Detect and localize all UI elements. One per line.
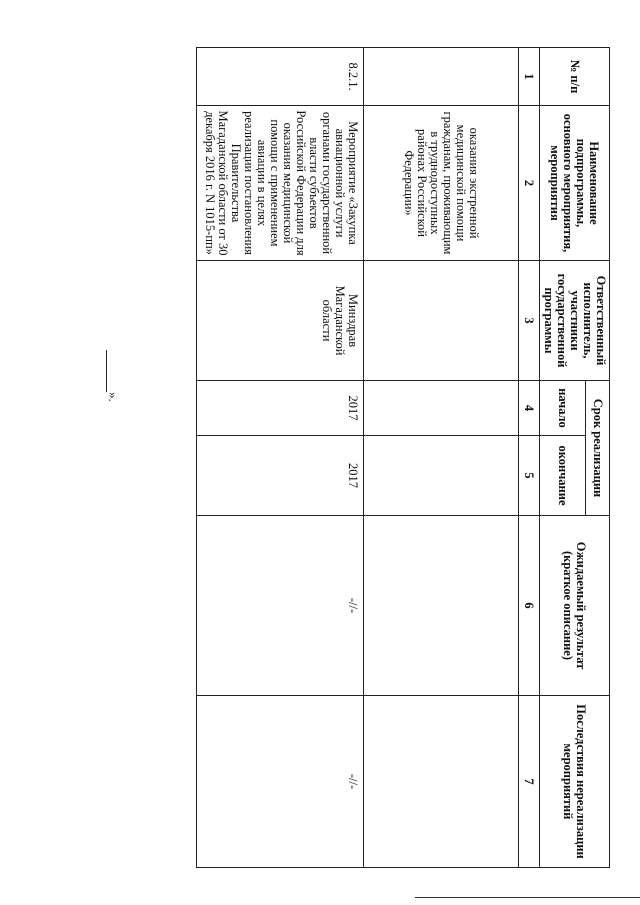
row-end: 2017 [197,436,364,516]
table-row [364,48,519,868]
row-result [364,516,519,696]
column-number: 2 [519,106,540,261]
row-executor: Минздрав Магаданской области [197,261,364,381]
row-consequences: -//- [197,696,364,868]
row-executor [364,261,519,381]
header-consequences: Последствия нереализации мероприятий [540,696,610,868]
header-row [586,48,610,868]
measures-table [196,47,610,868]
column-number: 1 [519,48,540,106]
column-number: 7 [519,696,540,868]
row-end [364,436,519,516]
row-start: 2017 [197,381,364,436]
column-number: 3 [519,261,540,381]
row-name: Мероприятие «Закупка авиационной услуги органами государственной власти субъектов Российской Федерации для оказания медицинской помощи с применением авиации в целях реализации постановления Правительства Магаданской области от 30 декабря 2016 г. N 1015-пп» [197,106,364,261]
row-num: 8.2.1. [197,48,364,106]
closing-mark [106,350,120,402]
header-end: окончание [540,436,586,516]
header-start: начало [540,381,586,436]
row-name: оказания экстренной медицинской помощи гражданам, проживающим в труднодоступных районах Российской Федерации» [364,106,519,261]
header-executor: Ответственный исполнитель, участники государственной программы [540,261,610,381]
row-start [364,381,519,436]
closing-quote: ». [106,392,121,402]
column-numbers-row [519,48,540,868]
column-number: 4 [519,381,540,436]
header-result: Ожидаемый результат (краткое описание) [540,516,610,696]
row-result: -//- [197,516,364,696]
row-consequences [364,696,519,868]
column-number: 5 [519,436,540,516]
table-row [197,48,364,868]
row-num [364,48,519,106]
signature-line [106,350,107,392]
column-number: 6 [519,516,540,696]
header-name: Наименование подпрограммы, основного мероприятия, мероприятия [540,106,610,261]
footer-rule [415,897,640,898]
header-num: № п/п [540,48,610,106]
header-period: Срок реализации [586,381,610,516]
